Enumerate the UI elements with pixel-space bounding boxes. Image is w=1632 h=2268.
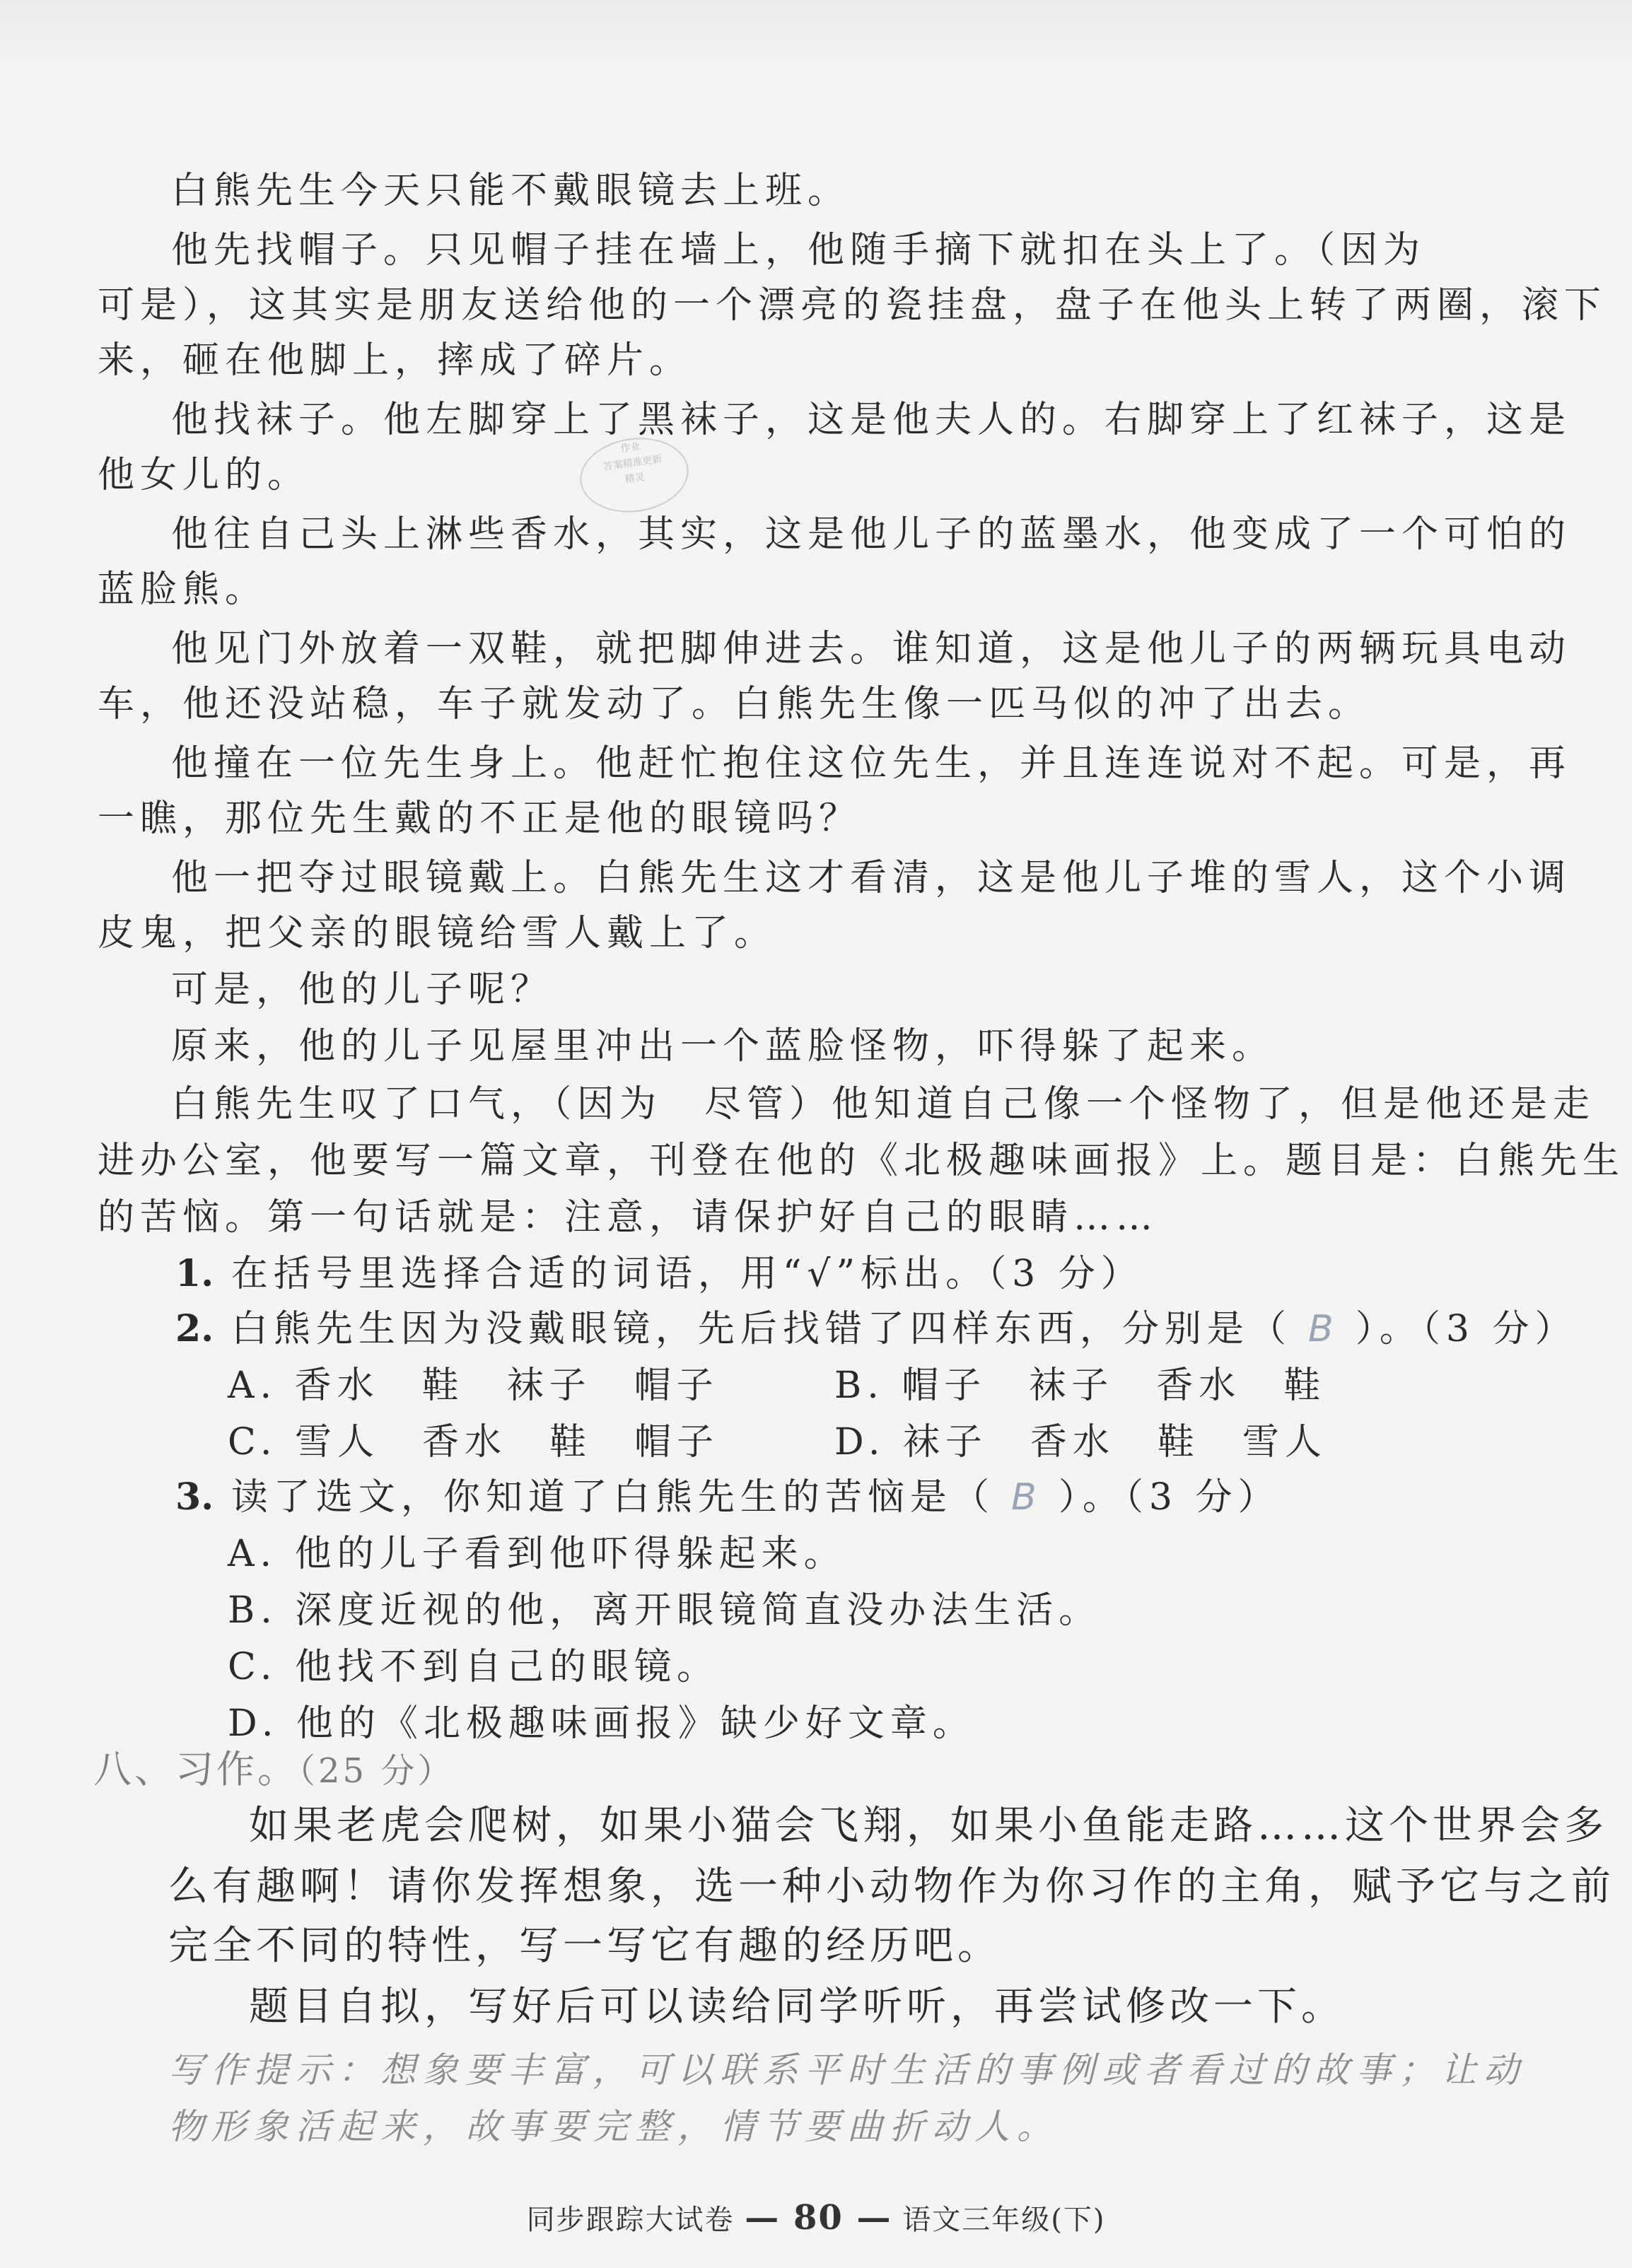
page-footer bbox=[0, 2197, 1632, 2238]
story-line-9: 他见门外放着一双鞋，就把脚伸进去。谁知道，这是他儿子的两辆玩具电动 bbox=[171, 628, 1572, 670]
story-line-15: 可是，他的儿子呢？ bbox=[171, 969, 554, 1011]
story-line-14: 皮鬼，把父亲的眼镜给雪人戴上了。 bbox=[98, 912, 777, 954]
writing-tip-line-1: 写作提示：想象要丰富，可以联系平时生活的事例或者看过的故事；让动 bbox=[168, 2050, 1526, 2091]
question-1-number: 1. bbox=[175, 1252, 214, 1295]
question-2-text: 白熊先生因为没戴眼镜，先后找错了四样东西，分别是（ bbox=[231, 1308, 1292, 1350]
question-3-number: 3. bbox=[175, 1475, 214, 1519]
story-line-7: 他往自己头上淋些香水，其实，这是他儿子的蓝墨水，他变成了一个可怕的 bbox=[171, 513, 1572, 556]
composition-line-2: 么有趣啊！请你发挥想象，选一种小动物作为你习作的主角，赋予它与之前 bbox=[168, 1864, 1615, 1910]
question-3-option-d: D. 他的《北极趣味画报》缺少好文章。 bbox=[228, 1702, 975, 1745]
footer-subject: 语文三年级(下) bbox=[902, 2204, 1106, 2236]
composition-line-1: 如果老虎会爬树，如果小猫会飞翔，如果小鱼能走路……这个世界会多 bbox=[249, 1803, 1608, 1849]
story-line-19: 的苦恼。第一句话就是：注意，请保护好自己的眼睛…… bbox=[98, 1196, 1159, 1239]
question-2-handwritten-answer: B bbox=[1308, 1308, 1339, 1350]
question-1 bbox=[175, 1251, 1143, 1297]
composition-title-text: 八、习作。 bbox=[93, 1747, 298, 1791]
question-2-number: 2. bbox=[175, 1307, 214, 1350]
story-line-4: 来，砸在他脚上，摔成了碎片。 bbox=[98, 339, 692, 382]
question-2-points: ）。（3 分） bbox=[1355, 1308, 1578, 1350]
page-number: — 80 — bbox=[745, 2198, 892, 2238]
question-3-option-a: A. 他的儿子看到他吓得躲起来。 bbox=[228, 1533, 846, 1575]
question-3-handwritten-answer: B bbox=[1011, 1476, 1042, 1519]
question-3-text: 读了选文，你知道了白熊先生的苦恼是（ bbox=[231, 1476, 995, 1519]
story-line-13: 他一把夺过眼镜戴上。白熊先生这才看清，这是他儿子堆的雪人，这个小调 bbox=[171, 857, 1572, 899]
story-line-8: 蓝脸熊。 bbox=[98, 568, 268, 611]
composition-line-3: 完全不同的特性，写一写它有趣的经历吧。 bbox=[168, 1923, 1001, 1969]
question-2-option-c: C. 雪人 香水 鞋 帽子 bbox=[228, 1421, 719, 1463]
story-line-5: 他找袜子。他左脚穿上了黑袜子，这是他夫人的。右脚穿上了红袜子，这是 bbox=[171, 399, 1572, 441]
story-line-1: 白熊先生今天只能不戴眼镜去上班。 bbox=[171, 170, 851, 212]
writing-tip-line-2: 物形象活起来，故事要完整，情节要曲折动人。 bbox=[168, 2106, 1059, 2147]
story-line-16: 原来，他的儿子见屋里冲出一个蓝脸怪物，吓得躲了起来。 bbox=[171, 1025, 1275, 1068]
question-2-option-b: B. 帽子 袜子 香水 鞋 bbox=[834, 1364, 1327, 1407]
question-2 bbox=[175, 1307, 1577, 1352]
story-line-3: 可是），这其实是朋友送给他的一个漂亮的瓷挂盘，盘子在他头上转了两圈，滚下 bbox=[98, 284, 1607, 327]
footer-book-title: 同步跟踪大试卷 bbox=[526, 2204, 735, 2236]
story-line-6: 他女儿的。 bbox=[98, 454, 310, 496]
story-line-18: 进办公室，他要写一篇文章，刊登在他的《北极趣味画报》上。题目是：白熊先生 bbox=[98, 1140, 1626, 1182]
story-line-12: 一瞧，那位先生戴的不正是他的眼镜吗？ bbox=[98, 797, 862, 840]
question-2-option-d: D. 袜子 香水 鞋 雪人 bbox=[834, 1421, 1327, 1463]
composition-points: （25 分） bbox=[298, 1751, 455, 1791]
story-line-10: 车，他还没站稳，车子就发动了。白熊先生像一匹马似的冲了出去。 bbox=[98, 683, 1371, 725]
story-line-17: 白熊先生叹了口气，（因为 尽管）他知道自己像一个怪物了，但是他还是走 bbox=[171, 1083, 1596, 1126]
composition-section-title bbox=[93, 1739, 454, 1794]
story-line-11: 他撞在一位先生身上。他赶忙抱住这位先生，并且连连说对不起。可是，再 bbox=[171, 742, 1572, 785]
question-3 bbox=[175, 1475, 1280, 1520]
question-3-option-c: C. 他找不到自己的眼镜。 bbox=[228, 1646, 719, 1688]
question-3-option-b: B. 深度近视的他，离开眼镜简直没办法生活。 bbox=[228, 1589, 1102, 1632]
watermark-stamp: 作业 答案精准更新 精灵 bbox=[576, 431, 694, 519]
top-shadow-band bbox=[0, 0, 1632, 71]
composition-line-4: 题目自拟，写好后可以读给同学听听，再尝试修改一下。 bbox=[249, 1984, 1345, 2030]
story-line-2: 他先找帽子。只见帽子挂在墙上，他随手摘下就扣在头上了。（因为 bbox=[171, 229, 1426, 271]
question-1-text: 在括号里选择合适的词语，用“√”标出。（3 分） bbox=[231, 1253, 1143, 1295]
question-3-points: ）。（3 分） bbox=[1058, 1476, 1281, 1519]
question-2-option-a: A. 香水 鞋 袜子 帽子 bbox=[228, 1364, 719, 1407]
